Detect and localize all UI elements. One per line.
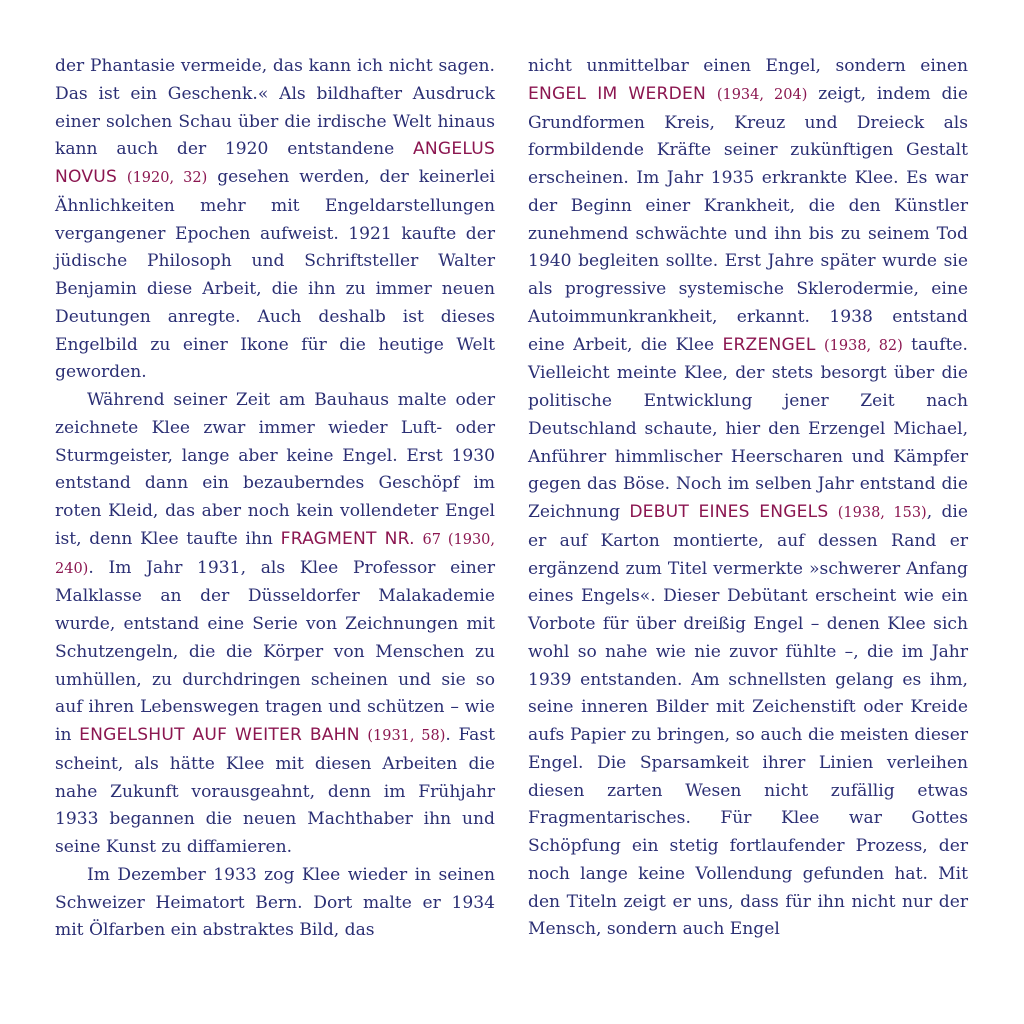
artwork-reference: (1931, 58) xyxy=(367,728,446,744)
paragraph: Im Dezember 1933 zog Klee wieder in seinen Schweizer Heimatort Bern. Dort malte er 1934 mit Ölfarben ein abstraktes Bild, das xyxy=(55,864,495,941)
artwork-reference: (1934, 204) xyxy=(716,86,808,103)
artwork-reference: (1920, 32) xyxy=(126,170,208,186)
artwork-reference: (1938, 82) xyxy=(824,337,903,354)
artwork-reference: 67 (1930, 240) xyxy=(55,531,496,577)
artwork-title: ERZENGEL xyxy=(722,334,816,355)
paragraph: Während seiner Zeit am Bauhaus malte oder zeichnete Klee zwar immer wieder Luft- oder Sturmgeister, lange aber keine Engel. Erst 1930 entstand dann ein bezauberndes Geschöpf im roten Kleid, das aber noch kein vollendeter Engel ist, denn Klee taufte ihn FRAGMENT NR. 67 (1930, 240). Im Jahr 1931, als Klee Professor einer Malklasse an der Düsseldorfer Malakademie wurde, entstand eine Serie von Zeichnungen mit Schutzengeln, die die Körper von Menschen zu umhüllen, zu durchdringen scheinen und sie so auf ihren Lebenswegen tragen und schützen – wie in ENGELSHUT AUF WEITER BAHN (1931, 58). Fast scheint, als hätte Klee mit diesen Arbeiten die nahe Zukunft vorausgeahnt, denn im Frühjahr 1933 begannen die neuen Machthaber ihn und seine Kunst zu diffamieren. xyxy=(55,390,496,857)
artwork-reference: (1938, 153) xyxy=(837,505,927,521)
artwork-title: FRAGMENT NR. xyxy=(280,528,415,549)
artwork-title: ENGEL IM WERDEN xyxy=(528,83,706,104)
paragraph: nicht unmittelbar einen Engel, sondern einen ENGEL IM WERDEN (1934, 204) zeigt, indem die Grundformen Kreis, Kreuz und Dreieck als formbildende Kräfte seiner zukünftigen Gestalt erscheinen. Im Jahr 1935 erkrankte Klee. Es war der Beginn einer Krankheit, die den Künstler zunehmend schwächte und ihn bis zu seinem Tod 1940 begleiten sollte. Erst Jahre später wurde sie als progressive systemische Sklerodermie, eine Autoimmunkrankheit, erkannt. 1938 entstand eine Arbeit, die Klee ERZENGEL (1938, 82) taufte. Vielleicht meinte Klee, der stets besorgt über die politische Entwicklung jener Zeit nach Deutschland schaute, hier den Erzengel Michael, Anführer himmlischer Heerscharen und Kämpfer gegen das Böse. Noch im selben Jahr entstand die Zeichnung DEBUT EINES ENGELS (1938, 153), die er auf Karton montierte, auf dessen Rand er ergänzend zum Titel vermerkte »schwerer Anfang eines Engels«. Dieser Debütant erscheint wie ein Vorbote für über dreißig Engel – denen Klee sich wohl so nahe wie nie zuvor fühlte –, die im Jahr 1939 entstanden. Am schnellsten gelang es ihm, seine inneren Bilder mit Zeichenstift oder Kreide aufs Papier zu bringen, so auch die meisten dieser Engel. Die Sparsamkeit ihrer Linien verleihen diesen zarten Wesen nicht zufällig etwas Fragmentarisches. Für Klee war Gottes Schöpfung ein stetig fortlaufender Prozess, der noch lange keine Vollendung gefunden hat. Mit den Titeln zeigt er uns, dass für ihn nicht nur der Mensch, sondern auch Engel xyxy=(528,56,968,940)
left-column xyxy=(55,53,495,945)
artwork-title: DEBUT EINES ENGELS xyxy=(629,502,829,522)
paragraph: der Phantasie vermeide, das kann ich nicht sagen. Das ist ein Geschenk.« Als bildhafter Ausdruck einer solchen Schau über die irdische Welt hinaus kann auch der 1920 entstandene ANGELUS NOVUS (1920, 32) gesehen werden, der keinerlei Ähnlichkeiten mehr mit Engeldarstellungen vergangener Epochen aufweist. 1921 kaufte der jüdische Philosoph und Schriftsteller Walter Benjamin diese Arbeit, die ihn zu immer neuen Deutungen anregte. Auch deshalb ist dieses Engelbild zu einer Ikone für die heutige Welt geworden. xyxy=(55,56,495,383)
artwork-title: ENGELSHUT AUF WEITER BAHN xyxy=(79,725,360,745)
artwork-title: ANGELUS NOVUS xyxy=(55,139,495,187)
right-column xyxy=(528,53,968,944)
